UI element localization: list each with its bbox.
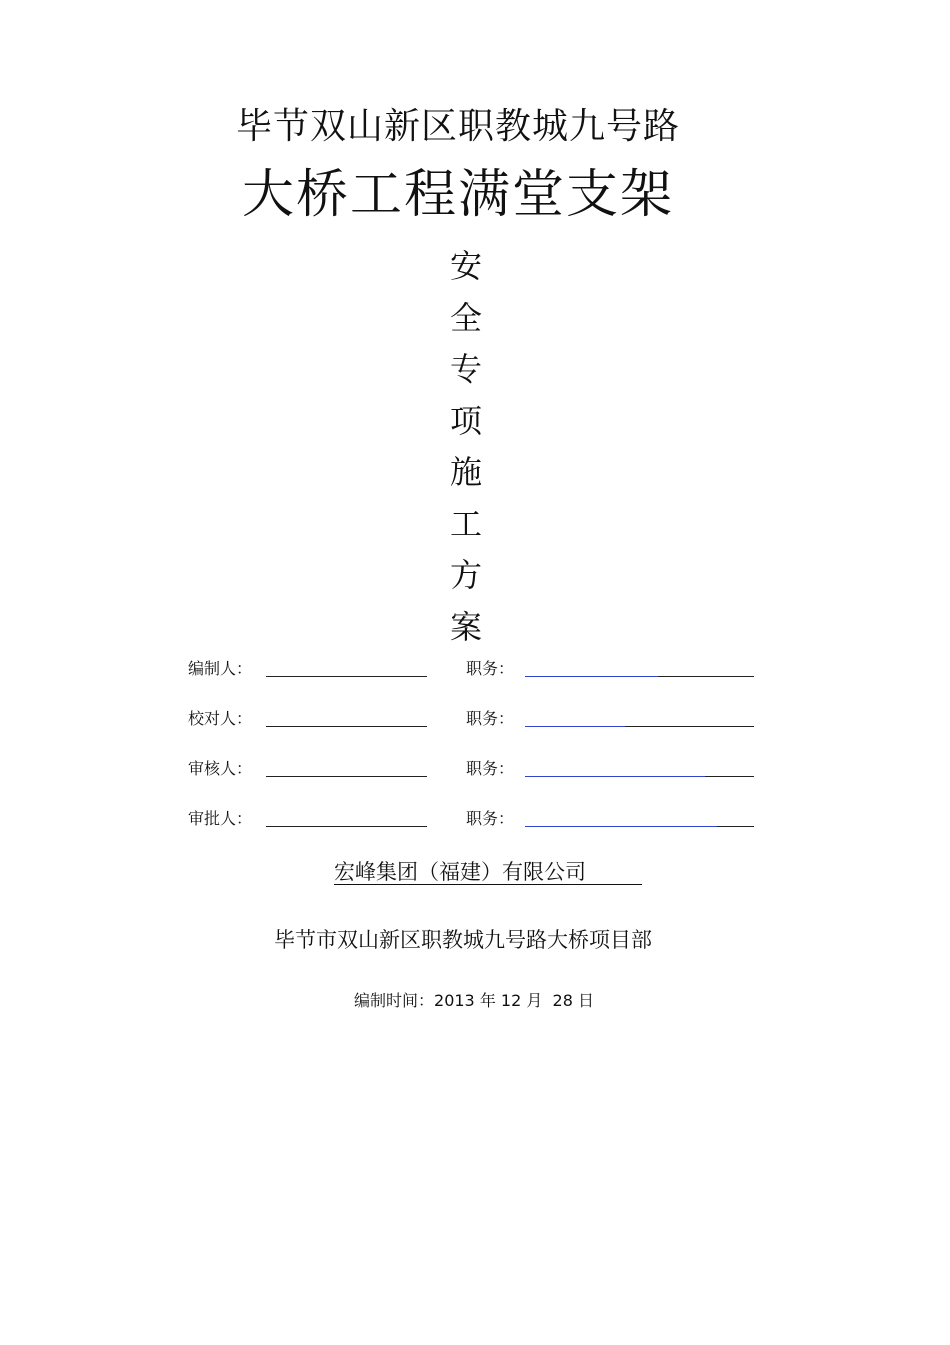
subtitle-char: 案 xyxy=(449,607,482,646)
position-blank-line[interactable] xyxy=(525,676,754,677)
signature-row-approver xyxy=(0,807,950,837)
position-blank-line[interactable] xyxy=(525,826,754,827)
position-blank-highlight xyxy=(525,726,625,727)
date-label: 编制时间： xyxy=(354,991,435,1010)
vertical-subtitle xyxy=(446,244,486,656)
role-label: 审核人： xyxy=(188,759,253,778)
subtitle-char: 专 xyxy=(449,350,482,388)
subtitle-char: 方 xyxy=(449,556,482,594)
compile-date xyxy=(0,988,948,1014)
company-name: 宏峰集团（福建）有限公司 xyxy=(334,860,586,884)
position-label: 职务： xyxy=(466,659,515,678)
signature-row-proofreader xyxy=(0,707,950,737)
subtitle-char: 施 xyxy=(449,453,482,491)
position-blank-line[interactable] xyxy=(525,776,754,777)
document-title-line1: 毕节双山新区职教城九号路 xyxy=(235,106,680,147)
role-label: 审批人： xyxy=(188,809,253,828)
name-blank-line[interactable] xyxy=(266,826,427,827)
project-department: 毕节市双山新区职教城九号路大桥项目部 xyxy=(274,928,652,952)
document-title-line2: 大桥工程满堂支架 xyxy=(241,165,674,225)
role-label: 校对人： xyxy=(188,709,253,728)
position-label: 职务： xyxy=(466,809,515,828)
position-label: 职务： xyxy=(466,709,515,728)
name-blank-line[interactable] xyxy=(266,726,427,727)
subtitle-char: 全 xyxy=(449,298,482,337)
position-label: 职务： xyxy=(466,759,515,778)
date-value: 2013 年 12 月 28 日 xyxy=(434,991,594,1010)
position-blank-highlight xyxy=(525,676,658,677)
subtitle-char: 项 xyxy=(449,401,482,440)
signature-row-compiler xyxy=(0,657,950,687)
signature-row-reviewer xyxy=(0,757,950,787)
position-blank-highlight xyxy=(525,776,705,777)
company-underline xyxy=(334,884,642,885)
subtitle-char: 安 xyxy=(449,247,482,285)
name-blank-line[interactable] xyxy=(266,676,427,677)
position-blank-highlight xyxy=(525,826,717,827)
subtitle-char: 工 xyxy=(449,504,482,543)
name-blank-line[interactable] xyxy=(266,776,427,777)
role-label: 编制人： xyxy=(188,659,253,678)
position-blank-line[interactable] xyxy=(525,726,754,727)
